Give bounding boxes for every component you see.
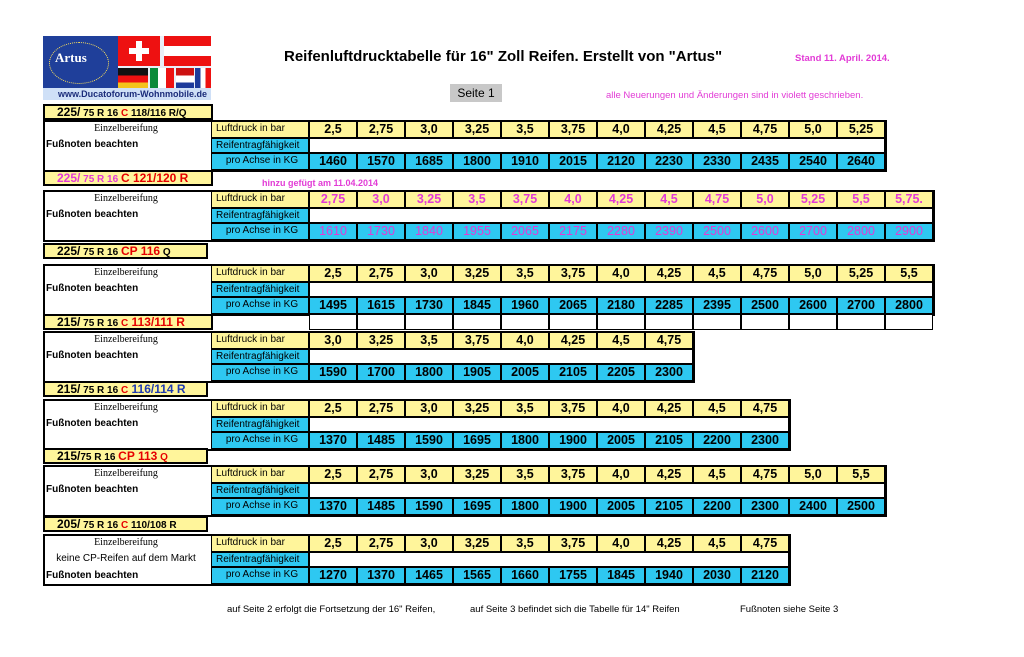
load-cell: 1370: [309, 432, 357, 449]
pressure-cell: 3,0: [405, 265, 453, 282]
logo-name: Artus: [55, 50, 87, 65]
footnotes-label: Fußnoten beachten: [46, 570, 139, 581]
load-cell: 2205: [597, 364, 645, 381]
pressure-cell: 4,5: [597, 332, 645, 349]
pressure-cell: 3,75: [549, 121, 597, 138]
tire-type-code: C: [120, 318, 129, 329]
pressure-cell: 5,5: [837, 466, 885, 483]
pressure-cell: 5,0: [789, 121, 837, 138]
pressure-cell: 3,5: [501, 121, 549, 138]
load-cell: 1465: [405, 567, 453, 584]
tire-block-frame: [43, 399, 791, 451]
load-cell: 2285: [645, 297, 693, 314]
load-cell: 2900: [885, 223, 933, 240]
single-tire-label: Einzelbereifung: [94, 267, 158, 278]
pressure-cell: 3,75: [549, 265, 597, 282]
single-tire-label: Einzelbereifung: [94, 123, 158, 134]
load-cell: 2280: [597, 223, 645, 240]
load-cell: 2300: [741, 432, 789, 449]
load-cell: 1485: [357, 498, 405, 515]
pressure-cell: 4,0: [597, 265, 645, 282]
empty-grid-cell: [309, 314, 357, 330]
load-cell: 2105: [645, 432, 693, 449]
footnotes-label: Fußnoten beachten: [46, 283, 139, 294]
empty-grid-cell: [405, 314, 453, 330]
pressure-cell: 4,5: [693, 466, 741, 483]
tire-size-header: [43, 516, 208, 532]
load-cell: 2640: [837, 153, 885, 170]
load-cell: 1590: [309, 364, 357, 381]
pressure-cell: 5,5: [837, 191, 885, 208]
date-stamp: Stand 11. April. 2014.: [795, 53, 890, 64]
tire-ratio: 75 R 16: [80, 452, 119, 463]
pressure-cell: 3,5: [405, 332, 453, 349]
load-cell: 1845: [597, 567, 645, 584]
pressure-cell: 2,75: [357, 121, 405, 138]
tire-size-header: [43, 381, 208, 397]
load-cell: 1590: [405, 432, 453, 449]
pressure-cell: 3,25: [405, 191, 453, 208]
capacity-row-label: Reifentragfähigkeit: [211, 138, 309, 153]
footnotes-label: Fußnoten beachten: [46, 209, 139, 220]
pressure-cell: 3,5: [501, 535, 549, 552]
load-cell: 1900: [549, 498, 597, 515]
capacity-row-label: Reifentragfähigkeit: [211, 552, 309, 567]
empty-grid-cell: [645, 314, 693, 330]
load-cell: 1700: [357, 364, 405, 381]
netherlands-flag-icon: [176, 68, 194, 90]
austria-flag-icon: [164, 36, 211, 66]
tire-width: 215/: [57, 449, 81, 463]
pressure-cell: 5,0: [741, 191, 789, 208]
tire-size-header: [43, 314, 213, 330]
per-axle-row-label: pro Achse in KG: [211, 364, 309, 381]
load-cell: 2500: [741, 297, 789, 314]
load-cell: 1615: [357, 297, 405, 314]
capacity-row-label: Reifentragfähigkeit: [211, 483, 309, 498]
pressure-cell: 4,5: [693, 400, 741, 417]
page-indicator-button[interactable]: Seite 1: [450, 84, 502, 102]
pressure-cell: 2,5: [309, 121, 357, 138]
pressure-cell: 4,75: [741, 121, 789, 138]
load-cell: 2175: [549, 223, 597, 240]
pressure-cell: 5,5: [885, 265, 933, 282]
pressure-cell: 4,25: [549, 332, 597, 349]
tire-type-code: C: [120, 171, 130, 185]
tire-width: 215/: [57, 315, 81, 329]
load-cell: 2300: [741, 498, 789, 515]
pressure-cell: 4,5: [693, 121, 741, 138]
load-cell: 1900: [549, 432, 597, 449]
tire-load-index: 116/114 R: [128, 382, 186, 396]
single-tire-label: Einzelbereifung: [94, 334, 158, 345]
pressure-cell: 3,75: [549, 466, 597, 483]
pressure-cell: 5,75.: [885, 191, 933, 208]
italy-flag-icon: [150, 68, 174, 90]
pressure-cell: 3,5: [453, 191, 501, 208]
load-cell: 1755: [549, 567, 597, 584]
empty-grid-cell: [885, 314, 933, 330]
load-cell: 2065: [549, 297, 597, 314]
pressure-cell: 4,5: [693, 265, 741, 282]
pressure-cell: 3,0: [405, 466, 453, 483]
load-cell: 2230: [645, 153, 693, 170]
single-tire-label: Einzelbereifung: [94, 468, 158, 479]
pressure-cell: 3,25: [453, 400, 501, 417]
load-cell: 1940: [645, 567, 693, 584]
load-cell: 2435: [741, 153, 789, 170]
tire-type-code: CP 116: [120, 244, 161, 258]
load-cell: 2200: [693, 498, 741, 515]
tire-block-frame: [43, 534, 791, 586]
load-cell: 1460: [309, 153, 357, 170]
pressure-cell: 2,5: [309, 400, 357, 417]
pressure-cell: 3,0: [405, 535, 453, 552]
tire-type-code: C: [120, 385, 129, 396]
pressure-cell: 4,75: [741, 466, 789, 483]
load-cell: 1800: [405, 364, 453, 381]
load-cell: 1730: [405, 297, 453, 314]
pressure-cell: 2,75: [357, 535, 405, 552]
tire-ratio: 75 R 16: [80, 318, 121, 329]
empty-grid-cell: [501, 314, 549, 330]
load-cell: 1840: [405, 223, 453, 240]
empty-grid-cell: [693, 314, 741, 330]
pressure-cell: 4,0: [549, 191, 597, 208]
per-axle-row-label: pro Achse in KG: [211, 432, 309, 449]
tire-block-frame: [43, 465, 887, 517]
load-cell: 1590: [405, 498, 453, 515]
load-cell: 2300: [645, 364, 693, 381]
load-cell: 2105: [549, 364, 597, 381]
load-cell: 1660: [501, 567, 549, 584]
footnotes-label: Fußnoten beachten: [46, 484, 139, 495]
tire-size-header: [43, 448, 208, 464]
pressure-cell: 4,25: [645, 265, 693, 282]
load-cell: 2015: [549, 153, 597, 170]
empty-grid-cell: [741, 314, 789, 330]
pressure-cell: 4,25: [645, 400, 693, 417]
pressure-cell: 2,75: [357, 466, 405, 483]
tire-type-code: CP 113: [118, 449, 158, 463]
pressure-cell: 4,0: [597, 121, 645, 138]
load-cell: 1695: [453, 432, 501, 449]
pressure-cell: 3,25: [453, 265, 501, 282]
pressure-cell: 3,25: [453, 535, 501, 552]
empty-grid-cell: [357, 314, 405, 330]
load-cell: 2700: [837, 297, 885, 314]
pressure-cell: 2,5: [309, 265, 357, 282]
pressure-cell: 4,75: [741, 535, 789, 552]
pressure-cell: 2,5: [309, 535, 357, 552]
load-cell: 2800: [885, 297, 933, 314]
pressure-cell: 2,75: [357, 400, 405, 417]
tire-type-code: C: [120, 108, 129, 119]
single-tire-label: Einzelbereifung: [94, 402, 158, 413]
load-cell: 1730: [357, 223, 405, 240]
tire-size-header: [43, 170, 213, 186]
load-cell: 1370: [357, 567, 405, 584]
footnotes-label: Fußnoten beachten: [46, 418, 139, 429]
pressure-cell: 3,25: [357, 332, 405, 349]
pressure-cell: 4,25: [645, 466, 693, 483]
capacity-row-label: Reifentragfähigkeit: [211, 282, 309, 297]
tire-width: 215/: [57, 382, 81, 396]
load-cell: 2500: [693, 223, 741, 240]
load-cell: 2030: [693, 567, 741, 584]
tire-width: 225/: [57, 171, 81, 185]
load-cell: 1610: [309, 223, 357, 240]
pressure-cell: 2,5: [309, 466, 357, 483]
load-cell: 2065: [501, 223, 549, 240]
load-cell: 1960: [501, 297, 549, 314]
load-cell: 1685: [405, 153, 453, 170]
tire-load-index: Q: [160, 247, 171, 258]
per-axle-row-label: pro Achse in KG: [211, 223, 309, 240]
tire-width: 225/: [57, 244, 81, 258]
load-cell: 1270: [309, 567, 357, 584]
pressure-cell: 3,5: [501, 466, 549, 483]
pressure-row-label: Luftdruck in bar: [211, 400, 309, 417]
load-cell: 1845: [453, 297, 501, 314]
empty-grid-cell: [549, 314, 597, 330]
load-cell: 2005: [597, 432, 645, 449]
empty-grid-cell: [789, 314, 837, 330]
pressure-cell: 4,5: [693, 535, 741, 552]
pressure-row-label: Luftdruck in bar: [211, 466, 309, 483]
pressure-cell: 3,25: [453, 121, 501, 138]
load-cell: 1800: [453, 153, 501, 170]
pressure-cell: 3,0: [357, 191, 405, 208]
pressure-cell: 4,25: [645, 535, 693, 552]
load-cell: 1485: [357, 432, 405, 449]
tire-load-index: 118/116 R/Q: [128, 108, 187, 119]
load-cell: 1370: [309, 498, 357, 515]
load-cell: 1800: [501, 498, 549, 515]
pressure-cell: 3,75: [453, 332, 501, 349]
pressure-cell: 5,25: [837, 265, 885, 282]
load-cell: 1800: [501, 432, 549, 449]
empty-grid-cell: [597, 314, 645, 330]
empty-grid-cell: [453, 314, 501, 330]
pressure-cell: 4,0: [597, 400, 645, 417]
load-cell: 2600: [789, 297, 837, 314]
footer-note-14-inch: auf Seite 3 befindet sich die Tabelle für 14" Reifen: [470, 604, 680, 615]
pressure-cell: 4,0: [597, 466, 645, 483]
tire-block-frame: [43, 120, 887, 172]
load-cell: 1955: [453, 223, 501, 240]
load-cell: 2120: [597, 153, 645, 170]
single-tire-label: Einzelbereifung: [94, 537, 158, 548]
pressure-row-label: Luftdruck in bar: [211, 535, 309, 552]
pressure-cell: 2,75: [309, 191, 357, 208]
pressure-cell: 3,5: [501, 400, 549, 417]
tire-block-frame: [43, 264, 935, 316]
germany-flag-icon: [118, 68, 148, 90]
load-cell: 2400: [789, 498, 837, 515]
per-axle-row-label: pro Achse in KG: [211, 153, 309, 170]
pressure-cell: 5,0: [789, 265, 837, 282]
load-cell: 1565: [453, 567, 501, 584]
pressure-row-label: Luftdruck in bar: [211, 265, 309, 282]
pressure-cell: 4,75: [645, 332, 693, 349]
pressure-cell: 4,75: [693, 191, 741, 208]
tire-size-header: [43, 243, 208, 259]
added-date-note: hinzu gefügt am 11.04.2014: [262, 178, 379, 188]
pressure-cell: 4,5: [645, 191, 693, 208]
load-cell: 1695: [453, 498, 501, 515]
single-tire-label: Einzelbereifung: [94, 193, 158, 204]
pressure-cell: 4,0: [597, 535, 645, 552]
tire-ratio: 75 R 16: [80, 108, 121, 119]
swiss-flag-icon: [118, 36, 160, 66]
load-cell: 1570: [357, 153, 405, 170]
pressure-cell: 4,0: [501, 332, 549, 349]
france-flag-icon: [195, 68, 211, 90]
pressure-cell: 5,25: [837, 121, 885, 138]
tire-load-index: Q: [157, 452, 168, 463]
pressure-row-label: Luftdruck in bar: [211, 332, 309, 349]
tire-type-code: C: [120, 520, 129, 531]
pressure-cell: 4,25: [645, 121, 693, 138]
load-cell: 2395: [693, 297, 741, 314]
page-title: Reifenluftdrucktabelle für 16" Zoll Reifen. Erstellt von "Artus": [284, 48, 723, 65]
pressure-cell: 5,25: [789, 191, 837, 208]
tire-load-index: 121/120 R: [129, 171, 189, 185]
pressure-cell: 3,0: [405, 121, 453, 138]
load-cell: 1905: [453, 364, 501, 381]
pressure-cell: 3,0: [309, 332, 357, 349]
pressure-cell: 3,75: [501, 191, 549, 208]
load-cell: 2800: [837, 223, 885, 240]
tire-block-frame: [43, 190, 935, 242]
pressure-cell: 5,0: [789, 466, 837, 483]
footer-note-footnotes: Fußnoten siehe Seite 3: [740, 604, 839, 615]
tire-width: 205/: [57, 517, 81, 531]
footnotes-label: Fußnoten beachten: [46, 139, 139, 150]
pressure-cell: 3,75: [549, 535, 597, 552]
load-cell: 2005: [501, 364, 549, 381]
load-cell: 2540: [789, 153, 837, 170]
tire-ratio: 75 R 16: [80, 385, 121, 396]
footnotes-label: Fußnoten beachten: [46, 350, 139, 361]
pressure-cell: 2,75: [357, 265, 405, 282]
pressure-cell: 3,25: [453, 466, 501, 483]
no-cp-tires-label: keine CP-Reifen auf dem Markt: [56, 553, 196, 564]
capacity-row-label: Reifentragfähigkeit: [211, 208, 309, 223]
tire-ratio: 75 R 16: [80, 174, 121, 185]
load-cell: 2600: [741, 223, 789, 240]
load-cell: 2200: [693, 432, 741, 449]
tire-load-index: 113/111 R: [128, 315, 185, 329]
load-cell: 2330: [693, 153, 741, 170]
artus-logo: [43, 36, 211, 100]
load-cell: 2105: [645, 498, 693, 515]
pressure-cell: 4,75: [741, 400, 789, 417]
load-cell: 2180: [597, 297, 645, 314]
load-cell: 1910: [501, 153, 549, 170]
tire-size-header: [43, 104, 213, 120]
tire-width: 225/: [57, 105, 81, 119]
violet-changes-note: alle Neuerungen und Änderungen sind in violett geschrieben.: [606, 90, 864, 101]
load-cell: 2700: [789, 223, 837, 240]
footer-note-continuation: auf Seite 2 erfolgt die Fortsetzung der 16" Reifen,: [227, 604, 436, 615]
logo-website: www.Ducatoforum-Wohnmobile.de: [43, 88, 211, 100]
load-cell: 2120: [741, 567, 789, 584]
load-cell: 2005: [597, 498, 645, 515]
load-cell: 2390: [645, 223, 693, 240]
tire-ratio: 75 R 16: [80, 520, 121, 531]
pressure-cell: 3,0: [405, 400, 453, 417]
pressure-row-label: Luftdruck in bar: [211, 121, 309, 138]
tire-load-index: 110/108 R: [128, 520, 177, 531]
pressure-cell: 3,75: [549, 400, 597, 417]
pressure-cell: 4,75: [741, 265, 789, 282]
load-cell: 2500: [837, 498, 885, 515]
pressure-cell: 4,25: [597, 191, 645, 208]
pressure-cell: 3,5: [501, 265, 549, 282]
tire-block-frame: [43, 331, 695, 383]
tire-ratio: 75 R 16: [80, 247, 121, 258]
per-axle-row-label: pro Achse in KG: [211, 567, 309, 584]
per-axle-row-label: pro Achse in KG: [211, 498, 309, 515]
capacity-row-label: Reifentragfähigkeit: [211, 417, 309, 432]
load-cell: 1495: [309, 297, 357, 314]
capacity-row-label: Reifentragfähigkeit: [211, 349, 309, 364]
empty-grid-cell: [837, 314, 885, 330]
pressure-row-label: Luftdruck in bar: [211, 191, 309, 208]
per-axle-row-label: pro Achse in KG: [211, 297, 309, 314]
